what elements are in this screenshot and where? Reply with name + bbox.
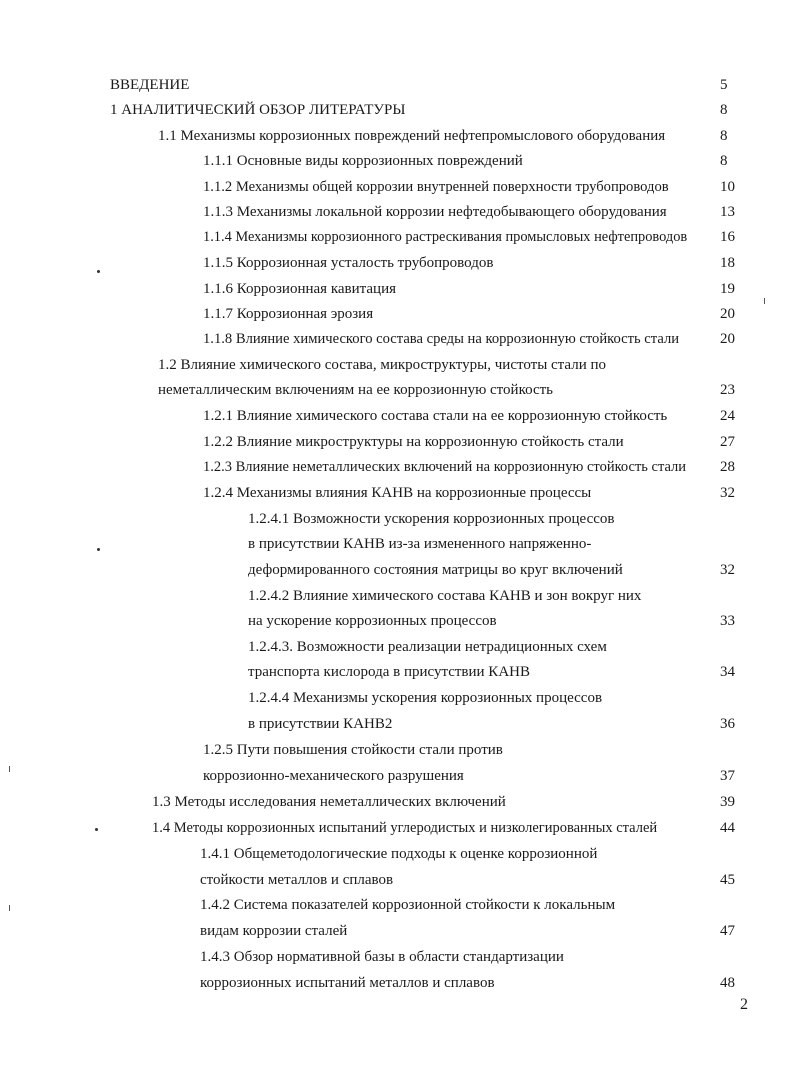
toc-entry-title: 1.2.2 Влияние микроструктуры на коррозионную стойкость стали	[203, 434, 624, 450]
scan-speck	[97, 548, 100, 551]
toc-entry-page: 33	[720, 613, 735, 629]
toc-entry-page: 37	[720, 768, 735, 784]
toc-entry-title: 1.1.5 Коррозионная усталость трубопроводов	[203, 255, 494, 271]
toc-entry-title-line: в присутствии КАНВ из-за измененного напряженно-	[248, 536, 592, 552]
toc-entry-title: 1.2.3 Влияние неметаллических включений на коррозионную стойкость стали	[203, 459, 687, 475]
toc-entry-title-line: деформированного состояния матрицы во круг включений	[248, 562, 623, 578]
toc-entry-title-line: транспорта кислорода в присутствии КАНВ	[248, 664, 530, 680]
toc-entry-title: 1.1.8 Влияние химического состава среды на коррозионную стойкость стали	[203, 331, 680, 347]
toc-entry-page: 13	[720, 204, 735, 220]
toc-entry-title: 1.3 Методы исследования неметаллических включений	[152, 794, 506, 810]
toc-entry-title: 1 АНАЛИТИЧЕСКИЙ ОБЗОР ЛИТЕРАТУРЫ	[110, 102, 406, 118]
toc-entry-title: 1.1.1 Основные виды коррозионных повреждений	[203, 153, 523, 169]
toc-entry-page: 10	[720, 179, 735, 195]
toc-entry-page: 39	[720, 794, 735, 810]
toc-entry-page: 34	[720, 664, 735, 680]
toc-entry-title: 1.1 Механизмы коррозионных повреждений нефтепромыслового оборудования	[158, 128, 666, 144]
scan-speck	[97, 270, 100, 273]
toc-entry-title-line: на ускорение коррозионных процессов	[248, 613, 497, 629]
toc-entry-page: 8	[720, 128, 728, 144]
toc-entry-page: 20	[720, 331, 735, 347]
toc-entry-title-line: 1.2.4.2 Влияние химического состава КАНВ и зон вокруг них	[248, 588, 642, 604]
toc-entry-title: 1.1.3 Механизмы локальной коррозии нефтедобывающего оборудования	[203, 204, 667, 220]
toc-entry-page: 28	[720, 459, 735, 475]
page-number: 2	[740, 996, 748, 1013]
toc-entry-title-line: 1.2.5 Пути повышения стойкости стали против	[203, 742, 503, 758]
toc-entry-title-line: неметаллическим включениям на ее коррозионную стойкость	[158, 382, 554, 398]
toc-entry-title-line: 1.4.1 Общеметодологические подходы к оценке коррозионной	[200, 846, 598, 862]
toc-entry-title: 1.2.4 Механизмы влияния КАНВ на коррозионные процессы	[203, 485, 592, 501]
toc-entry-title-line: видам коррозии сталей	[200, 923, 348, 939]
toc-entry-page: 36	[720, 716, 735, 732]
toc-entry-title-line: 1.2.4.3. Возможности реализации нетрадиционных схем	[248, 639, 607, 655]
toc-entry-title: 1.1.4 Механизмы коррозионного растрескивания промысловых нефтепроводов	[203, 229, 688, 245]
toc-entry-title-line: 1.4.2 Система показателей коррозионной стойкости к локальным	[200, 897, 616, 913]
toc-entry-title-line: 1.4.3 Обзор нормативной базы в области стандартизации	[200, 949, 564, 965]
toc-entry-title-line: стойкости металлов и сплавов	[200, 872, 394, 888]
toc-entry-page: 20	[720, 306, 735, 322]
toc-entry-page: 45	[720, 872, 735, 888]
toc-entry-title: ВВЕДЕНИЕ	[110, 77, 190, 93]
scan-speck	[9, 766, 10, 772]
toc-entry-title-line: 1.2.4.4 Механизмы ускорения коррозионных процессов	[248, 690, 603, 706]
toc-entry-page: 16	[720, 229, 735, 245]
scan-speck	[95, 828, 98, 831]
toc-entry-page: 48	[720, 975, 735, 991]
toc-entry-title: 1.1.6 Коррозионная кавитация	[203, 281, 397, 297]
toc-entry-title-line: в присутствии КАНВ2	[248, 716, 393, 732]
toc-entry-page: 47	[720, 923, 735, 939]
toc-entry-page: 19	[720, 281, 735, 297]
toc-entry-page: 18	[720, 255, 735, 271]
toc-entry-page: 44	[720, 820, 735, 836]
toc-entry-page: 32	[720, 562, 735, 578]
toc-entry-page: 5	[720, 77, 728, 93]
toc-entry-page: 23	[720, 382, 735, 398]
toc-entry-title: 1.2.1 Влияние химического состава стали на ее коррозионную стойкость	[203, 408, 668, 424]
toc-entry-page: 8	[720, 153, 728, 169]
toc-entry-page: 24	[720, 408, 735, 424]
toc-entry-title: 1.4 Методы коррозионных испытаний углеродистых и низколегированных сталей	[152, 820, 658, 836]
toc-entry-page: 8	[720, 102, 728, 118]
scan-speck	[9, 905, 10, 911]
toc-entry-title: 1.1.7 Коррозионная эрозия	[203, 306, 374, 322]
toc-entry-title-line: коррозионно-механического разрушения	[203, 768, 464, 784]
toc-entry-title: 1.1.2 Механизмы общей коррозии внутренней поверхности трубопроводов	[203, 179, 669, 195]
scan-speck	[764, 298, 765, 304]
toc-entry-title-line: 1.2.4.1 Возможности ускорения коррозионных процессов	[248, 511, 615, 527]
toc-entry-title-line: коррозионных испытаний металлов и сплавов	[200, 975, 495, 991]
toc-entry-page: 27	[720, 434, 735, 450]
toc-entry-page: 32	[720, 485, 735, 501]
toc-entry-title-line: 1.2 Влияние химического состава, микроструктуры, чистоты стали по	[158, 357, 606, 373]
